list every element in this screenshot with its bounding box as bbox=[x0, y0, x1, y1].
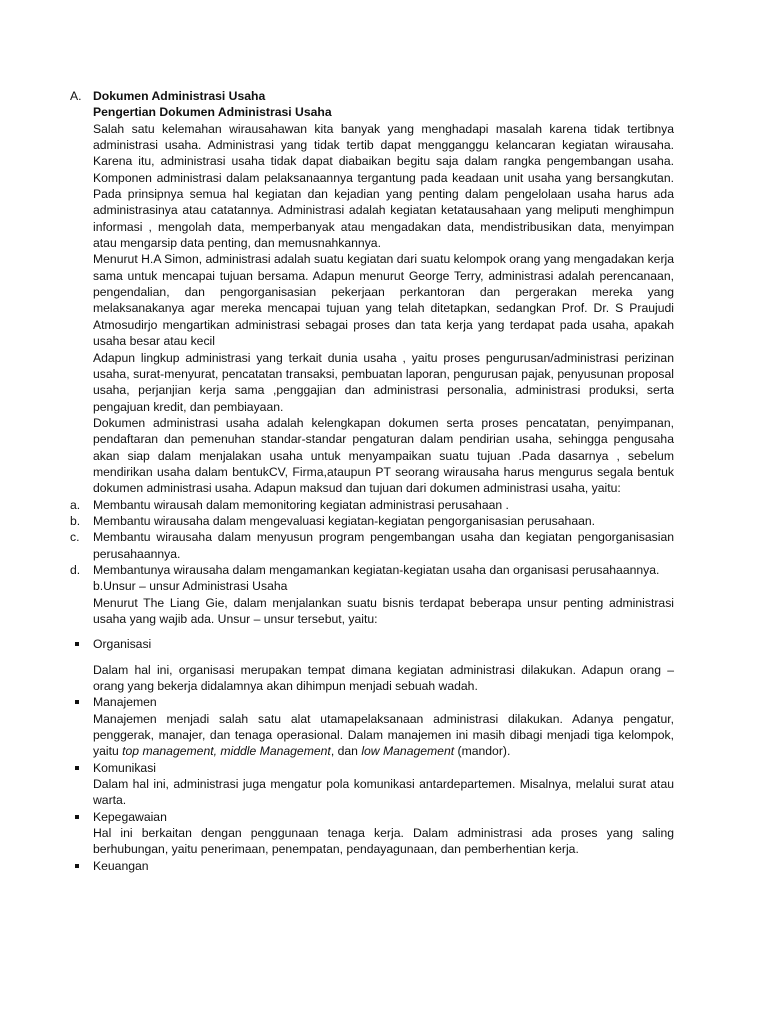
unsur-heading: b.Unsur – unsur Administrasi Usaha bbox=[93, 579, 288, 594]
paragraph-4: Dokumen administrasi usaha adalah kelengkapan dokumen serta proses pencatatan, penyimpanan, pendaftaran dan pemenuhan standar-standar pengaturan dalam pendirian usaha, sehingga pengusaha akan siap dalam menjalakan usaha untuk menyampaikan suatu tujuan .Pada dasarnya , sebelum mendirikan usaha dalam bentukCV, Firma,ataupun PT seorang wirausaha harus mengurus segala bentuk dokumen administrasi usaha. Adapun maksud dan tujuan dari dokumen administrasi usaha, yaitu: bbox=[93, 415, 674, 496]
list-item bbox=[70, 497, 674, 513]
section-heading bbox=[70, 88, 674, 104]
paragraph-2: Menurut H.A Simon, administrasi adalah suatu kegiatan dari suatu kelompok orang yang mengadakan kerja sama untuk mencapai tujuan bersama. Adapun menurut George Terry, administrasi adalah perencanaan, pengendalian, dan pengorganisasian pekerjaan perkantoran dan pergerakan mereka yang melaksanakanya agar mereka mencapai tujuan yang telah ditetapkan, sedangkan Prof. Dr. S Praujudi Atmosudirjo mengartikan administrasi sebagai proses dan tata kerja yang terdapat pada usaha, apakah usaha besar atau kecil bbox=[93, 252, 674, 349]
manajemen-italic-1: top management, middle Management bbox=[122, 744, 331, 759]
section-marker: A. bbox=[70, 89, 82, 103]
paragraph-3: Adapun lingkup administrasi yang terkait dunia usaha , yaitu proses pengurusan/administrasi perizinan usaha, surat-menyurat, pencatatan transaksi, pembuatan laporan, pengurusan pajak, penyusunan proposal usaha, perjanjian kerja sama ,penggajian dan administrasi personalia, administrasi produksi, serta pengajuan kredit, dan pembiayaan. bbox=[93, 350, 674, 414]
manajemen-italic-2: low Management bbox=[361, 744, 455, 759]
kepegawaian-text: Hal ini berkaitan dengan penggunaan tenaga kerja. Dalam administrasi ada proses yang saling berhubungan, yaitu penerimaan, penempatan, pendayagunaan, dan pemberhentian kerja. bbox=[93, 826, 674, 857]
list-item bbox=[70, 513, 674, 529]
organisasi-text: Dalam hal ini, organisasi merupakan tempat dimana kegiatan administrasi dilakukan. Adapun orang – orang yang bekerja didalamnya akan dihimpun menjadi sebuah wadah. bbox=[93, 662, 674, 694]
manajemen-text-after: (mandor). bbox=[454, 744, 511, 759]
bullet-square-icon bbox=[70, 694, 93, 710]
list-text: Membantu wirausaha dalam menyusun program pengembangan usaha dan kegiatan pengorganisasian perusahaannya. bbox=[93, 530, 674, 561]
document-title: Dokumen Administrasi Usaha bbox=[93, 89, 266, 103]
bullet-title: Keuangan bbox=[93, 858, 149, 873]
bullet-title: Manajemen bbox=[93, 695, 157, 710]
bullet-manajemen bbox=[70, 694, 674, 710]
document-page bbox=[70, 88, 674, 874]
bullet-title: Kepegawaian bbox=[93, 809, 167, 824]
list-item bbox=[70, 529, 674, 562]
bullet-keuangan bbox=[70, 858, 674, 874]
manajemen-text bbox=[93, 711, 674, 760]
list-text: Membantu wirausah dalam memonitoring kegiatan administrasi perusahaan . bbox=[93, 497, 509, 512]
bullet-organisasi bbox=[70, 636, 674, 652]
bullet-square-icon bbox=[70, 809, 93, 825]
bullet-kepegawaian bbox=[70, 809, 674, 825]
manajemen-text-mid: , dan bbox=[330, 744, 362, 759]
bullet-title: Komunikasi bbox=[93, 760, 156, 775]
bullet-square-icon bbox=[70, 760, 93, 776]
unsur-intro: Menurut The Liang Gie, dalam menjalankan suatu bisnis terdapat beberapa unsur penting administrasi usaha yang wajib ada. Unsur – unsur tersebut, yaitu: bbox=[93, 595, 674, 626]
list-label: d. bbox=[70, 562, 81, 577]
list-item bbox=[70, 562, 674, 578]
komunikasi-text: Dalam hal ini, administrasi juga mengatur pola komunikasi antardepartemen. Misalnya, melalui surat atau warta. bbox=[93, 777, 674, 808]
bullet-square-icon bbox=[70, 858, 93, 874]
list-label: b. bbox=[70, 513, 81, 528]
bullet-komunikasi bbox=[70, 760, 674, 776]
list-text: Membantunya wirausaha dalam mengamankan kegiatan-kegiatan usaha dan organisasi perusahaannya. bbox=[93, 562, 660, 577]
list-label: a. bbox=[70, 497, 81, 512]
list-label: c. bbox=[70, 530, 80, 545]
list-text: Membantu wirausaha dalam mengevaluasi kegiatan-kegiatan pengorganisasian perusahaan. bbox=[93, 513, 596, 528]
bullet-square-icon bbox=[70, 636, 93, 652]
document-subtitle: Pengertian Dokumen Administrasi Usaha bbox=[93, 105, 332, 120]
manajemen-text-before: Manajemen menjadi salah satu alat utamapelaksanaan administrasi dilakukan. Adanya pengatur, penggerak, manajer, dan tenaga operasional. Dalam manajemen ini masih dibagi menjadi tiga kelompok, yaitu bbox=[93, 711, 674, 759]
paragraph-1: Salah satu kelemahan wirausahawan kita banyak yang menghadapi masalah karena tidak tertibnya administrasi usaha. Administrasi yang tidak tertib dapat mengganggu kelancaran kegiatan wirausaha. Karena itu, administrasi usaha tidak dapat diabaikan begitu saja dalam rangka pengembangan usaha. Komponen administrasi dalam pelaksanaannya tergantung pada keadaan unit usaha yang bersangkutan. Pada prinsipnya semua hal kegiatan dan kejadian yang penting dalam pengelolaan usaha harus ada administrasinya atau catatannya. Administrasi adalah kegiatan ketatausahaan yang meliputi menghimpun informasi , mengolah data, memperbanyak atau mengadakan data, mendistribusikan data, menyimpan atau mengarsip data penting, dan memusnahkannya. bbox=[93, 121, 674, 251]
bullet-title: Organisasi bbox=[93, 637, 152, 652]
